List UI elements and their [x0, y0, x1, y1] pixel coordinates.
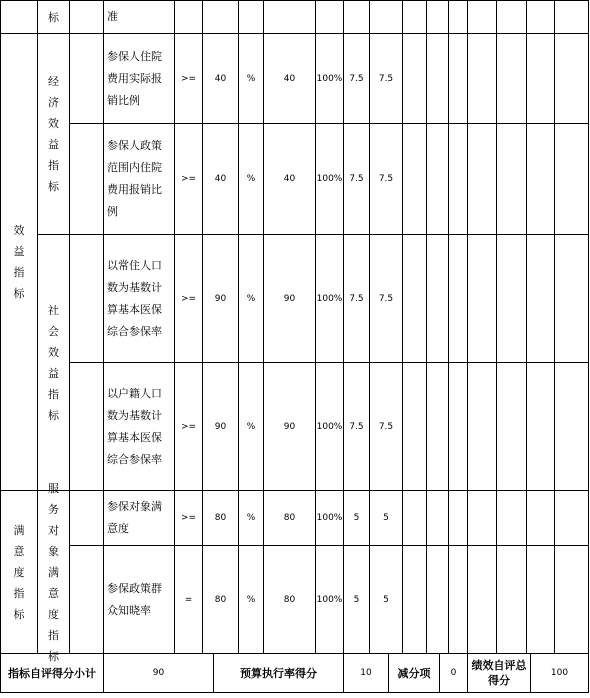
row-1-score	[369, 33, 402, 123]
row-2-op-text: >=	[180, 174, 197, 184]
row-6-e1	[402, 545, 426, 653]
row-4-op	[174, 362, 202, 490]
row-3-score-text: 7.5	[378, 293, 394, 304]
row-2-op	[174, 123, 202, 234]
row-6-target	[202, 545, 238, 653]
row-5-score-text: 5	[383, 513, 389, 523]
row-6-rate-text: 100%	[316, 594, 343, 605]
row-4-weight-text: 7.5	[349, 421, 364, 432]
row-5-e5	[496, 490, 526, 545]
sub-service	[37, 481, 69, 663]
row-4-rate	[315, 362, 343, 490]
row-6-op-text: =	[184, 594, 193, 605]
row-5-weight-text: 5	[353, 513, 360, 523]
footer-deduct-label	[388, 653, 439, 693]
row-4-weight	[343, 362, 369, 490]
blank-col-top	[69, 0, 103, 33]
row-1-e1	[402, 33, 426, 123]
footer-self-eval-value-text: 90	[152, 668, 165, 678]
row-3-weight-text: 7.5	[349, 293, 364, 304]
top-blank-e5	[496, 0, 526, 33]
group-benefit	[0, 33, 37, 490]
row-3-unit-text: %	[246, 293, 256, 304]
group-satisfaction-label: 满意度指标	[13, 523, 25, 621]
row-5-op	[174, 490, 202, 545]
row-2-e1	[402, 123, 426, 234]
row-6-target-text: 80	[214, 594, 227, 605]
group-satisfaction	[0, 490, 37, 653]
row-4-score	[369, 362, 402, 490]
top-blank-actual	[263, 0, 315, 33]
row-5-e7	[554, 490, 589, 545]
row-6-indicator	[103, 545, 174, 653]
row-3-op	[174, 234, 202, 362]
row-2-score-text: 7.5	[378, 174, 394, 184]
row-4-rate-text: 100%	[316, 421, 343, 432]
row-6-unit-text: %	[246, 594, 256, 605]
row-1-e2	[426, 33, 448, 123]
row-6-actual-text: 80	[283, 594, 296, 605]
row-6-e2	[426, 545, 448, 653]
row-2-indicator	[103, 123, 174, 234]
row-1-indicator	[103, 33, 174, 123]
footer-total-value	[530, 653, 589, 693]
row-5-e1	[402, 490, 426, 545]
group-col-top-blank	[0, 0, 37, 33]
row-2-e5	[496, 123, 526, 234]
row-6-e4	[467, 545, 496, 653]
sub-social-label: 社会效益指标	[48, 303, 59, 422]
row-4-actual-text: 90	[283, 421, 296, 432]
row-6-e7	[554, 545, 589, 653]
blank-col-r1	[69, 33, 103, 123]
row-2-rate-text: 100%	[316, 174, 343, 184]
row-1-rate-text: 100%	[316, 73, 343, 84]
row-3-actual-text: 90	[283, 293, 296, 304]
top-blank-target	[202, 0, 238, 33]
row-4-target	[202, 362, 238, 490]
sub-economic-label: 经济效益指标	[48, 75, 59, 193]
row-6-op	[174, 545, 202, 653]
row-3-e4	[467, 234, 496, 362]
row-5-e2	[426, 490, 448, 545]
row-1-e7	[554, 33, 589, 123]
footer-budget-label	[213, 653, 343, 693]
indicator-top-fragment-text: 准	[107, 10, 118, 23]
footer-budget-label-text: 预算执行率得分	[240, 666, 317, 680]
row-5-e4	[467, 490, 496, 545]
row-2-e3	[448, 123, 467, 234]
row-2-indicator-text: 参保人政策范围内住院费用报销比例	[107, 139, 162, 218]
blank-col-r2	[69, 123, 103, 234]
row-3-score	[369, 234, 402, 362]
row-1-e3	[448, 33, 467, 123]
row-1-weight	[343, 33, 369, 123]
footer-deduct-value	[439, 653, 467, 693]
top-blank-score	[369, 0, 402, 33]
row-3-e6	[526, 234, 554, 362]
sub-top-fragment-text: 标	[48, 10, 59, 24]
row-5-unit	[238, 490, 263, 545]
row-5-rate	[315, 490, 343, 545]
row-1-op-text: >=	[180, 73, 197, 84]
row-1-e4	[467, 33, 496, 123]
footer-budget-value	[343, 653, 388, 693]
row-5-indicator	[103, 490, 174, 545]
row-4-e2	[426, 362, 448, 490]
row-4-op-text: >=	[180, 421, 197, 432]
row-4-indicator	[103, 362, 174, 490]
row-1-e6	[526, 33, 554, 123]
row-3-e3	[448, 234, 467, 362]
blank-col-r5	[69, 490, 103, 545]
row-4-e1	[402, 362, 426, 490]
row-3-unit	[238, 234, 263, 362]
row-3-e2	[426, 234, 448, 362]
row-2-actual	[263, 123, 315, 234]
row-5-e3	[448, 490, 467, 545]
top-blank-e7	[554, 0, 589, 33]
row-1-weight-text: 7.5	[349, 73, 364, 84]
row-5-op-text: >=	[180, 513, 197, 523]
row-3-indicator	[103, 234, 174, 362]
row-6-weight-text: 5	[353, 594, 360, 605]
row-6-e3	[448, 545, 467, 653]
row-3-e1	[402, 234, 426, 362]
row-2-weight	[343, 123, 369, 234]
row-5-weight	[343, 490, 369, 545]
top-blank-e3	[448, 0, 467, 33]
row-2-rate	[315, 123, 343, 234]
row-2-target-text: 40	[214, 174, 227, 184]
row-2-unit	[238, 123, 263, 234]
row-4-indicator-text: 以户籍人口数为基数计算基本医保综合参保率	[107, 386, 162, 466]
row-5-actual-text: 80	[283, 513, 296, 523]
row-1-unit	[238, 33, 263, 123]
row-2-e2	[426, 123, 448, 234]
row-5-unit-text: %	[246, 513, 256, 523]
row-5-indicator-text: 参保对象满意度	[107, 500, 162, 535]
row-4-e3	[448, 362, 467, 490]
row-2-actual-text: 40	[283, 174, 296, 184]
row-5-rate-text: 100%	[316, 513, 343, 523]
sub-service-label: 服务对象满意度指标	[48, 481, 59, 663]
row-6-e6	[526, 545, 554, 653]
row-4-target-text: 90	[214, 421, 227, 432]
row-2-score	[369, 123, 402, 234]
row-2-e6	[526, 123, 554, 234]
footer-self-eval-value	[103, 653, 213, 693]
row-2-target	[202, 123, 238, 234]
row-3-e5	[496, 234, 526, 362]
footer-deduct-label-text: 减分项	[397, 666, 431, 680]
row-6-actual	[263, 545, 315, 653]
row-1-rate	[315, 33, 343, 123]
footer-self-eval-label-text: 指标自评得分小计	[8, 666, 96, 680]
row-1-target	[202, 33, 238, 123]
row-5-target	[202, 490, 238, 545]
row-1-unit-text: %	[246, 73, 256, 84]
top-blank-unit	[238, 0, 263, 33]
row-1-op	[174, 33, 202, 123]
sub-economic	[37, 33, 69, 234]
row-3-rate-text: 100%	[316, 293, 343, 304]
row-5-score	[369, 490, 402, 545]
footer-deduct-value-text: 0	[450, 668, 457, 678]
row-4-unit-text: %	[246, 421, 256, 432]
top-blank-e4	[467, 0, 496, 33]
top-blank-e2	[426, 0, 448, 33]
row-6-indicator-text: 参保政策群众知晓率	[107, 581, 162, 617]
row-6-rate	[315, 545, 343, 653]
row-4-e4	[467, 362, 496, 490]
row-3-op-text: >=	[180, 293, 197, 304]
row-4-unit	[238, 362, 263, 490]
row-6-weight	[343, 545, 369, 653]
top-blank-weight	[343, 0, 369, 33]
top-blank-e6	[526, 0, 554, 33]
row-3-rate	[315, 234, 343, 362]
row-6-e5	[496, 545, 526, 653]
row-4-actual	[263, 362, 315, 490]
row-1-score-text: 7.5	[378, 73, 394, 84]
indicator-top-fragment	[103, 0, 174, 33]
row-3-target-text: 90	[214, 293, 227, 304]
row-1-actual-text: 40	[283, 73, 296, 84]
row-5-actual	[263, 490, 315, 545]
row-3-weight	[343, 234, 369, 362]
row-1-target-text: 40	[214, 73, 227, 84]
row-3-e7	[554, 234, 589, 362]
top-blank-op	[174, 0, 202, 33]
blank-col-r4	[69, 362, 103, 490]
row-3-target	[202, 234, 238, 362]
row-4-score-text: 7.5	[378, 421, 394, 432]
row-2-e4	[467, 123, 496, 234]
top-blank-e1	[402, 0, 426, 33]
footer-total-label-text: 绩效自评总得分	[471, 659, 527, 687]
group-benefit-label: 效益指标	[13, 224, 25, 300]
footer-total-label	[467, 653, 530, 693]
top-blank-rate	[315, 0, 343, 33]
row-2-e7	[554, 123, 589, 234]
sub-top-fragment	[37, 0, 69, 33]
row-4-e5	[496, 362, 526, 490]
row-1-indicator-text: 参保人住院费用实际报销比例	[107, 49, 162, 107]
footer-total-value-text: 100	[550, 668, 569, 678]
row-6-score-text: 5	[383, 594, 389, 605]
row-1-e5	[496, 33, 526, 123]
blank-col-r6	[69, 545, 103, 653]
row-3-actual	[263, 234, 315, 362]
footer-self-eval-label	[0, 653, 103, 693]
row-5-target-text: 80	[214, 513, 227, 523]
sub-social	[37, 234, 69, 490]
row-3-indicator-text: 以常住人口数为基数计算基本医保综合参保率	[107, 258, 162, 338]
row-1-actual	[263, 33, 315, 123]
blank-col-r3	[69, 234, 103, 362]
row-4-e6	[526, 362, 554, 490]
row-6-unit	[238, 545, 263, 653]
row-2-weight-text: 7.5	[349, 174, 364, 184]
footer-budget-value-text: 10	[360, 668, 372, 678]
row-4-e7	[554, 362, 589, 490]
row-6-score	[369, 545, 402, 653]
row-2-unit-text: %	[246, 174, 256, 184]
row-5-e6	[526, 490, 554, 545]
